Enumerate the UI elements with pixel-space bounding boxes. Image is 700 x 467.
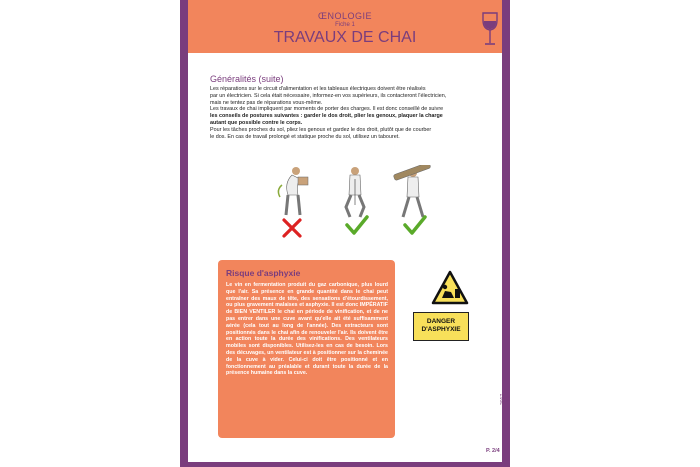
- asphyxia-warning-box: [218, 260, 395, 438]
- asphyxia-title: Risque d'asphyxie: [226, 268, 301, 278]
- wrong-cross-icon: [284, 220, 300, 236]
- text-line: Les réparations sur le circuit d'alimentation et les tableaux électriques doivent être réalisés: [210, 86, 426, 92]
- danger-asphyxia-sign: [413, 312, 469, 341]
- page-header: [188, 0, 502, 53]
- text-line: par un électricien. Si cela était nécessaire, informez-en vos supérieurs, ils contacteront l'électricien,: [210, 92, 447, 99]
- asphyxia-text: Le vin en fermentation produit du gaz carbonique, plus lourd que l'air. Sa présence en grande quantité dans le chai peut entraîner des maux de tête, des sensations d'étourdissement, ou plus gravement malaises et asphyxie. Il est donc IMPÉRATIF de BIEN VENTILER le chai en période de vinification, et de ne pas entrer dans une cuve avant qu'elle ait été suffisamment aérée (cela tout au long de l'année). Des extracteurs sont positionnés dans le chai afin de renouveler l'air. Ils doivent être en action toute la durée des vinifications. Des ventilateurs mobiles sont disponibles. Utilisez-les en cas de besoin. Lors des décuvages, un ventilateur est à positionner sur la cheminée de la cuve à vider. Celui-ci doit être positionné et en fonctionnement au préalable et durant toute la durée de la présence humaine dans la cuve.: [226, 282, 388, 377]
- document-page: [188, 0, 512, 462]
- posture-straight-back-figure: [346, 167, 367, 233]
- text-line: autant que possible contre le corps.: [210, 119, 303, 126]
- text-line: Pour les tâches proches du sol, pliez les genoux et gardez le dos droit, plutôt que de courber: [210, 126, 432, 133]
- warning-triangle-icon: [431, 270, 469, 305]
- posture-bent-back-figure: [278, 167, 308, 236]
- section-paragraph: [210, 86, 490, 140]
- wine-glass-icon: [479, 10, 501, 50]
- posture-illustrations: [268, 165, 448, 240]
- document-version: 2017 - V1: [500, 393, 512, 405]
- document-frame: [180, 0, 510, 467]
- text-line: les conseils de postures suivantes : garder le dos droit, plier les genoux, plaquer la charge: [210, 113, 443, 120]
- posture-shoulder-carry-figure: [393, 165, 431, 233]
- text-line: mais ne tentez pas de réparations vous-même.: [210, 99, 323, 106]
- header-brand: ŒNOLOGIE: [317, 11, 372, 21]
- text-line: le dos. En cas de travail prolongé et statique proche du sol, utilisez un tabouret.: [210, 133, 400, 140]
- check-icon: [405, 217, 425, 233]
- danger-sign-line: D'ASPHYXIE: [421, 326, 461, 333]
- page-number: P. 2/4: [486, 448, 500, 454]
- header-sheet-number: Fiche 1: [335, 22, 355, 28]
- danger-sign-line: DANGER: [426, 318, 456, 325]
- check-icon: [347, 217, 367, 233]
- page-title: TRAVAUX DE CHAI: [273, 29, 417, 46]
- section-title: Généralités (suite): [210, 74, 284, 84]
- text-line: Les travaux de chai impliquent par moments de porter des charges. Il est donc conseillé de suivre: [210, 106, 444, 113]
